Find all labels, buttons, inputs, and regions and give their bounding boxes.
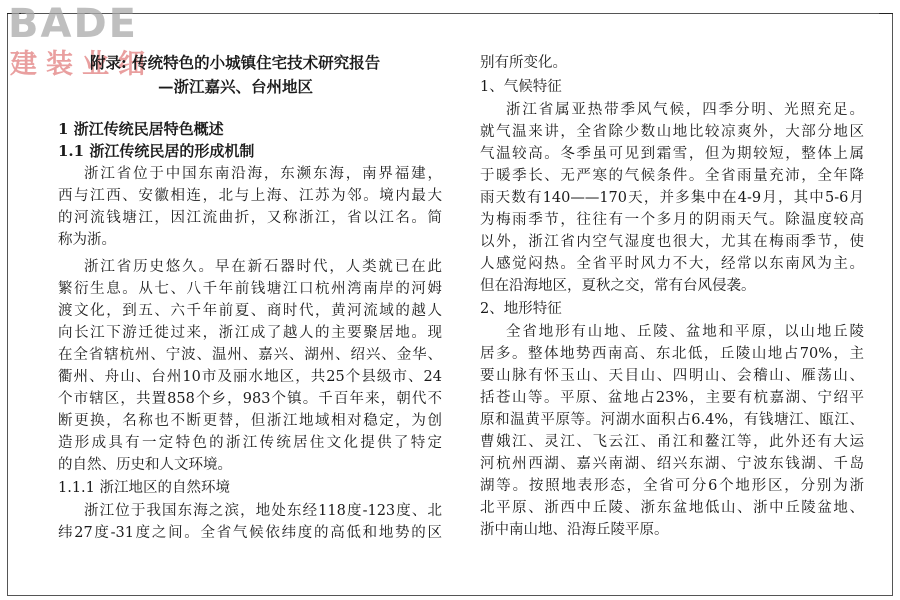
- paragraph-line: 原和温黄平原等。河湖水面积占6.4%，有钱塘江、瓯江、: [480, 412, 864, 428]
- logo-wordmark: BADE: [8, 1, 138, 47]
- paragraph-line: 但在沿海地区，夏秋之交，常有台风侵袭。: [480, 278, 756, 294]
- subsubsection-heading: 1.1.1 浙江地区的自然环境: [58, 480, 231, 496]
- paragraph-line: 浙中南山地、沿海丘陵平原。: [480, 522, 669, 538]
- paragraph-line: 括苍山等。平原、盆地占23%，主要有杭嘉湖、宁绍平: [480, 390, 864, 406]
- paragraph-line: 渡文化，到五、六千年前夏、商时代，黄河流域的越人: [58, 303, 442, 319]
- paragraph-line: 居多。整体地势西南高、东北低，丘陵山地占70%，主: [480, 346, 864, 362]
- report-title: 附录: 传统特色的小城镇住宅技术研究报告: [90, 53, 381, 72]
- list-heading: 2、地形特征: [480, 301, 562, 317]
- subsection-heading: 1.1 浙江传统民居的形成机制: [58, 142, 255, 160]
- paragraph-line: 个市辖区，共置858个乡，983个镇。千百年来，朝代不: [58, 391, 442, 407]
- paragraph-line: 别有所变化。: [480, 55, 567, 71]
- report-subtitle: —浙江嘉兴、台州地区: [158, 77, 314, 96]
- paragraph-line: 繁衍生息。从七、八千年前钱塘江口杭州湾南岸的河姆: [58, 281, 442, 297]
- paragraph-line: 浙江省位于中国东南沿海，东濒东海，南界福建，: [84, 166, 442, 182]
- paragraph-line: 浙江位于我国东海之滨，地处东经118度-123度、北: [84, 503, 442, 519]
- paragraph-line: 人感觉闷热。全省平时风力不大，经常以东南风为主。: [480, 256, 864, 272]
- frame-corner-mark: [7, 13, 21, 14]
- paragraph-line: 称为浙。: [58, 232, 116, 248]
- paragraph-line: 造形成具有一定特色的浙江传统居住文化提供了特定: [58, 435, 442, 451]
- paragraph-line: 全省地形有山地、丘陵、盆地和平原，以山地丘陵: [506, 324, 864, 340]
- paragraph-line: 断更换，名称也不断更替，但浙江地域相对稳定，为创: [58, 413, 442, 429]
- paragraph-line: 为梅雨季节，往往有一个多月的阴雨天气。除温度较高: [480, 212, 864, 228]
- paragraph-line: 气温较高。冬季虽可见到霜雪，但为期较短，整体上属: [480, 146, 864, 162]
- paragraph-line: 就气温来讲，全省除少数山地比较凉爽外，大部分地区: [480, 124, 864, 140]
- paragraph-line: 于暖季长、无严寒的气候条件。全省雨量充沛，全年降: [480, 168, 864, 184]
- paragraph-line: 要山脉有怀玉山、天目山、四明山、会稽山、雁荡山、: [480, 368, 864, 384]
- paragraph-line: 以外，浙江省内空气湿度也很大，尤其在梅雨季节，使: [480, 234, 864, 250]
- paragraph-line: 雨天数有140——170天，并多集中在4-9月，其中5-6月: [480, 190, 864, 206]
- paragraph-line: 浙江省属亚热带季风气候，四季分明、光照充足。: [506, 102, 864, 118]
- list-heading: 1、气候特征: [480, 79, 562, 95]
- paragraph-line: 的河流钱塘江，因江流曲折，又称浙江，省以江名。简: [58, 210, 442, 226]
- paragraph-line: 在全省辖杭州、宁波、温州、嘉兴、湖州、绍兴、金华、: [58, 347, 442, 363]
- paragraph-line: 浙江省历史悠久。早在新石器时代，人类就已在此: [84, 259, 442, 275]
- paragraph-line: 纬27度-31度之间。全省气候依纬度的高低和地势的区: [58, 525, 442, 541]
- section-heading: 1 浙江传统民居特色概述: [58, 120, 224, 138]
- frame-corner-mark: [879, 13, 893, 14]
- paragraph-line: 向长江下游迁徙过来，浙江成了越人的主要聚居地。现: [58, 325, 442, 341]
- paragraph-line: 湖等。按照地表形态，全省可分6个地形区，分别为浙: [480, 478, 864, 494]
- logo-subtitle: 建装业细: [10, 49, 154, 80]
- paragraph-line: 北平原、浙西中丘陵、浙东盆地低山、浙中丘陵盆地、: [480, 500, 864, 516]
- paragraph-line: 西与江西、安徽相连，北与上海、江苏为邻。境内最大: [58, 188, 442, 204]
- paragraph-line: 河杭州西湖、嘉兴南湖、绍兴东湖、宁波东钱湖、千岛: [480, 456, 864, 472]
- paragraph-line: 的自然、历史和人文环境。: [58, 457, 232, 473]
- paragraph-line: 衢州、舟山、台州10市及丽水地区，共25个县级市、24: [58, 369, 442, 385]
- paragraph-line: 曹娥江、灵江、飞云江、甬江和鳌江等，此外还有大运: [480, 434, 864, 450]
